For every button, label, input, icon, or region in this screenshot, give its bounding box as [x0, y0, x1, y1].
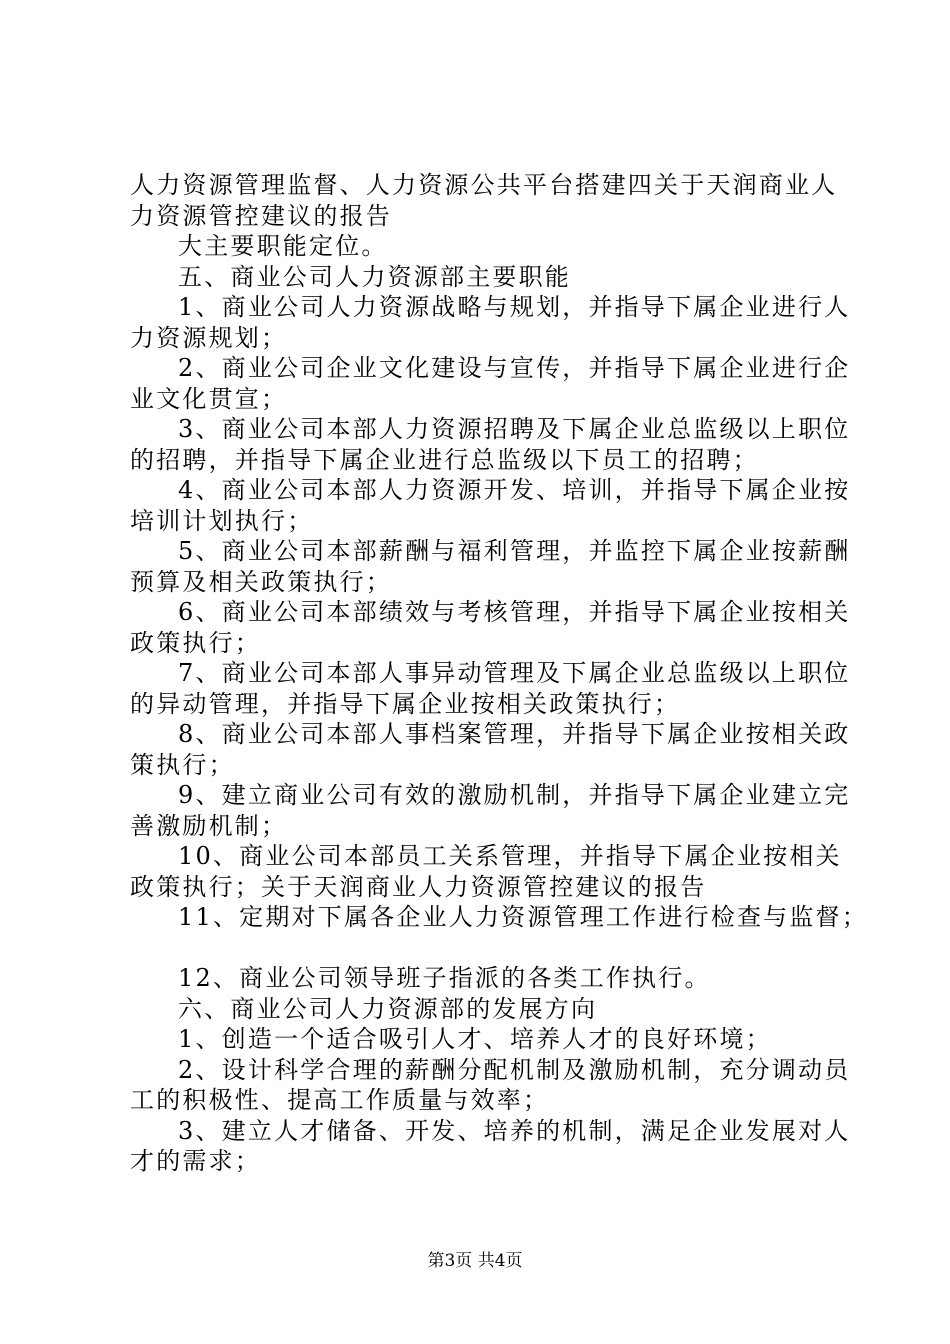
- list-item-line: 5、商业公司本部薪酬与福利管理，并监控下属企业按薪酬: [178, 537, 851, 565]
- list-item-line: 6、商业公司本部绩效与考核管理，并指导下属企业按相关: [178, 598, 851, 626]
- list-item-line: 业文化贯宣；: [130, 384, 288, 413]
- list-item-line: 11、定期对下属各企业人力资源管理工作进行检查与监督；: [178, 903, 868, 931]
- list-item-line: 12、商业公司领导班子指派的各类工作执行。: [178, 964, 711, 992]
- paragraph-line: 大主要职能定位。: [178, 232, 388, 260]
- list-item-line: 才的需求；: [130, 1147, 261, 1175]
- list-item-line: 培训计划执行；: [130, 506, 314, 535]
- list-item-line: 政策执行；关于天润商业人力资源管控建议的报告: [130, 872, 707, 901]
- section-heading-five: 五、商业公司人力资源部主要职能: [178, 262, 571, 291]
- list-item-line: 策执行；: [130, 750, 235, 779]
- list-item-line: 的招聘，并指导下属企业进行总监级以下员工的招聘；: [130, 445, 759, 474]
- list-item-line: 7、商业公司本部人事异动管理及下属企业总监级以上职位: [178, 659, 851, 687]
- list-item-line: 工的积极性、提高工作质量与效率；: [130, 1086, 550, 1114]
- list-item-line: 政策执行；: [130, 628, 261, 657]
- list-item-line: 2、商业公司企业文化建设与宣传，并指导下属企业进行企: [178, 354, 851, 382]
- list-item-line: 3、商业公司本部人力资源招聘及下属企业总监级以上职位: [178, 415, 851, 443]
- document-body: [130, 170, 868, 1177]
- section-heading-six: 六、商业公司人力资源部的发展方向: [178, 994, 598, 1023]
- paragraph-line: 人力资源管理监督、人力资源公共平台搭建四关于天润商业人: [130, 171, 838, 199]
- list-item-line: 8、商业公司本部人事档案管理，并指导下属企业按相关政: [178, 720, 851, 748]
- list-item-line: 9、建立商业公司有效的激励机制，并指导下属企业建立完: [178, 781, 851, 809]
- list-item-line: 3、建立人才储备、开发、培养的机制，满足企业发展对人: [178, 1116, 851, 1145]
- paragraph-line: 力资源管控建议的报告: [130, 201, 392, 230]
- list-item-line: 2、设计科学合理的薪酬分配机制及激励机制，充分调动员: [178, 1055, 851, 1084]
- list-item-line: 1、商业公司人力资源战略与规划，并指导下属企业进行人: [178, 293, 851, 321]
- list-item-line: 预算及相关政策执行；: [130, 567, 392, 596]
- list-item-line: 4、商业公司本部人力资源开发、培训，并指导下属企业按: [178, 476, 851, 504]
- list-item-line: 10、商业公司本部员工关系管理，并指导下属企业按相关: [178, 842, 842, 870]
- list-item-line: 善激励机制；: [130, 811, 288, 840]
- list-item-line: 力资源规划；: [130, 323, 288, 352]
- page-number-footer: 第3页 共4页: [427, 1251, 523, 1271]
- list-item-line: 的异动管理，并指导下属企业按相关政策执行；: [130, 689, 681, 718]
- list-item-line: 1、创造一个适合吸引人才、培养人才的良好环境；: [178, 1025, 772, 1053]
